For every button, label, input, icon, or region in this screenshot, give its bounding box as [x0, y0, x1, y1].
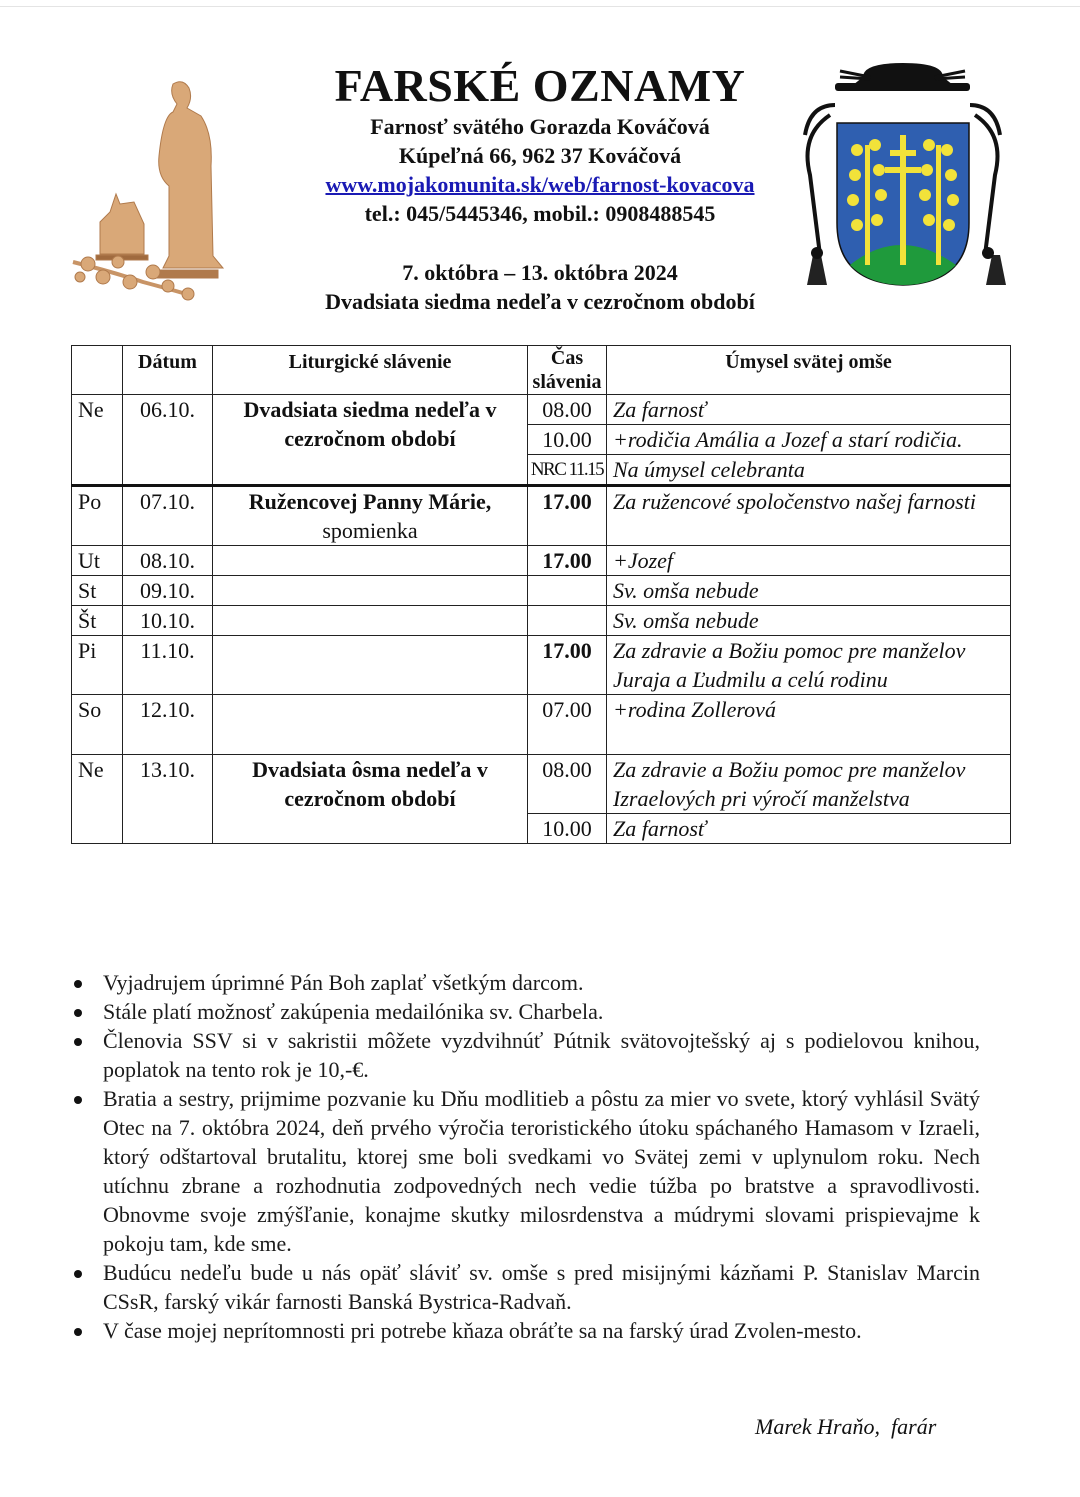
time-cell	[528, 576, 607, 606]
liturgy-cell	[213, 755, 528, 844]
day-cell: Pi	[72, 636, 123, 695]
time-cell: 08.00	[528, 755, 607, 814]
page-header	[0, 0, 1080, 330]
table-row	[72, 546, 1011, 576]
liturgy-name: Dvadsiata siedma nedeľa v cezročnom období	[243, 397, 497, 451]
announcement-item: Členovia SSV si v sakristii môžete vyzdvihnúť Pútnik svätovojtešský aj s podielovou knihou, poplatok na tento rok je 10,-€.	[70, 1026, 980, 1084]
liturgy-cell	[213, 606, 528, 636]
liturgy-cell	[213, 546, 528, 576]
announcement-item: Stále platí možnosť zakúpenia medailónika sv. Charbela.	[70, 997, 980, 1026]
date-cell: 11.10.	[123, 636, 213, 695]
liturgy-cell	[213, 576, 528, 606]
time-cell: 07.00	[528, 695, 607, 755]
day-cell: Ne	[72, 755, 123, 844]
liturgy-cell	[213, 395, 528, 486]
date-cell: 07.10.	[123, 486, 213, 546]
liturgy-cell	[213, 486, 528, 546]
mass-schedule-table	[71, 345, 1011, 844]
col-header-intention: Úmysel svätej omše	[607, 346, 1011, 395]
liturgy-name: Dvadsiata ôsma nedeľa v cezročnom období	[252, 757, 488, 811]
day-cell: Ut	[72, 546, 123, 576]
date-cell: 12.10.	[123, 695, 213, 755]
day-cell: Po	[72, 486, 123, 546]
time-cell: NRC 11.15	[528, 455, 607, 486]
col-header-liturgy: Liturgické slávenie	[213, 346, 528, 395]
table-row	[72, 606, 1011, 636]
time-cell	[528, 606, 607, 636]
parish-address: Kúpeľná 66, 962 37 Kováčová	[398, 143, 682, 168]
liturgy-name: Ružencovej Panny Márie,	[248, 489, 492, 514]
table-row	[72, 636, 1011, 695]
table-row	[72, 695, 1011, 755]
announcement-item: Budúcu nedeľu bude u nás opäť sláviť sv. omše s pred misijnými kázňami P. Stanislav Marcin CSsR, farský vikár farnosti Banská Bystrica-Radvaň.	[70, 1258, 980, 1316]
time-cell: 10.00	[528, 425, 607, 455]
intention-cell: +Jozef	[607, 546, 1011, 576]
parish-name: Farnosť svätého Gorazda Kováčová	[370, 114, 710, 139]
table-row	[72, 576, 1011, 606]
intention-cell: Za zdravie a Božiu pomoc pre manželov Juraja a Ľudmilu a celú rodinu	[607, 636, 1011, 695]
announcements-list	[70, 968, 980, 1345]
col-header-date: Dátum	[123, 346, 213, 395]
statue-of-saint-gorazd-icon	[68, 72, 228, 302]
liturgy-cell	[213, 695, 528, 755]
day-cell: St	[72, 576, 123, 606]
date-cell: 10.10.	[123, 606, 213, 636]
date-range: 7. októbra – 13. októbra 2024	[402, 260, 678, 285]
header-text-block	[270, 60, 810, 316]
time-cell: 17.00	[528, 486, 607, 546]
time-cell: 10.00	[528, 814, 607, 844]
date-cell: 08.10.	[123, 546, 213, 576]
col-header-day	[72, 346, 123, 395]
day-cell: Ne	[72, 395, 123, 486]
day-cell: So	[72, 695, 123, 755]
col-header-time: Čas slávenia	[528, 346, 607, 395]
intention-cell: Na úmysel celebranta	[607, 455, 1011, 486]
table-header-row	[72, 346, 1011, 395]
intention-cell: +rodina Zollerová	[607, 695, 1011, 755]
intention-cell: Sv. omša nebude	[607, 576, 1011, 606]
date-cell: 06.10.	[123, 395, 213, 486]
liturgy-rank: spomienka	[322, 518, 418, 543]
time-cell: 08.00	[528, 395, 607, 425]
table-row	[72, 395, 1011, 425]
table-row	[72, 486, 1011, 546]
date-cell: 09.10.	[123, 576, 213, 606]
time-cell: 17.00	[528, 636, 607, 695]
parish-website-link[interactable]: www.mojakomunita.sk/web/farnost-kovacova	[325, 172, 755, 197]
day-cell: Št	[72, 606, 123, 636]
signature: Marek Hraňo, farár	[755, 1414, 937, 1439]
parish-coat-of-arms-icon	[795, 55, 1010, 295]
week-name: Dvadsiata siedma nedeľa v cezročnom období	[325, 289, 755, 314]
intention-cell: +rodičia Amália a Jozef a starí rodičia.	[607, 425, 1011, 455]
announcement-item: V čase mojej neprítomnosti pri potrebe kňaza obráťte sa na farský úrad Zvolen-mesto.	[70, 1316, 980, 1345]
announcement-item: Bratia a sestry, prijmime pozvanie ku Dňu modlitieb a pôstu za mier vo svete, ktorý vyhlásil Svätý Otec na 7. októbra 2024, deň prvého výročia teroristického útoku spáchaného Hamasom v Izraeli, ktorý odštartoval brutalitu, ktorej sme boli svedkami vo Svätej zemi v uplynulom roku. Nech utíchnu zbrane a rozhodnutia zodpovedných nech vedie túžba po bratstve a spravodlivosti. Obnovme svoje zmýšľanie, konajme skutky milosrdenstva a múdrymi slovami prispievajme k pokoju tam, kde sme.	[70, 1084, 980, 1258]
intention-cell: Za ružencové spoločenstvo našej farnosti	[607, 486, 1011, 546]
page-title: FARSKÉ OZNAMY	[334, 60, 746, 111]
table-row	[72, 755, 1011, 814]
intention-cell: Za zdravie a Božiu pomoc pre manželov Izraelových pri výročí manželstva	[607, 755, 1011, 814]
intention-cell: Za farnosť	[607, 395, 1011, 425]
date-cell: 13.10.	[123, 755, 213, 844]
parish-phone: tel.: 045/5445346, mobil.: 0908488545	[364, 201, 716, 226]
announcement-item: Vyjadrujem úprimné Pán Boh zaplať všetkým darcom.	[70, 968, 980, 997]
time-cell: 17.00	[528, 546, 607, 576]
intention-cell: Sv. omša nebude	[607, 606, 1011, 636]
liturgy-cell	[213, 636, 528, 695]
intention-cell: Za farnosť	[607, 814, 1011, 844]
